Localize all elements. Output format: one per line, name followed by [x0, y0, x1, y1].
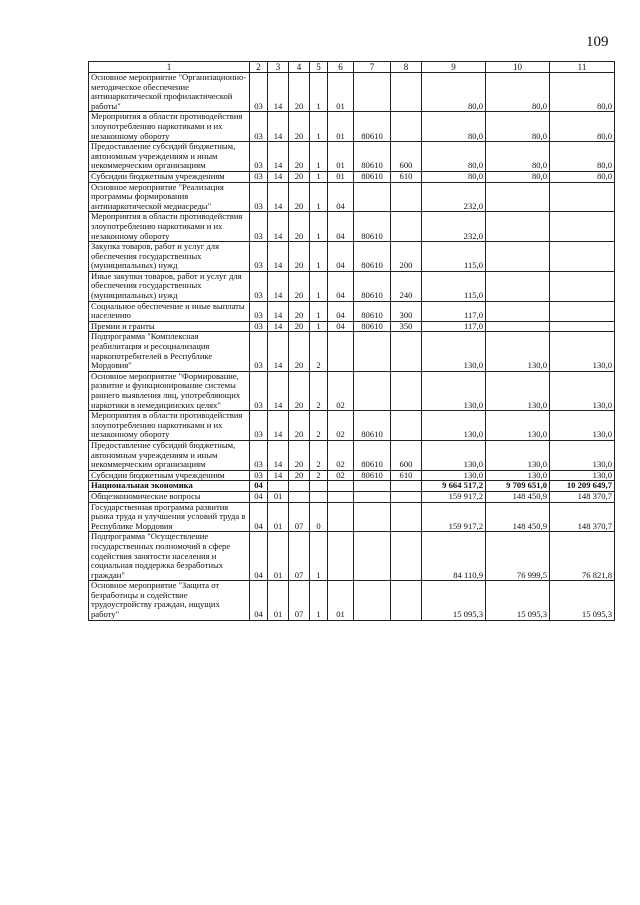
code-cell: 2: [310, 470, 328, 481]
code-cell: 20: [289, 142, 310, 172]
code-cell: 1: [310, 321, 328, 332]
code-cell: 2: [310, 332, 328, 371]
code-cell: [354, 332, 391, 371]
code-cell: 14: [268, 212, 289, 242]
code-cell: 14: [268, 73, 289, 112]
code-cell: [391, 112, 422, 142]
column-header: 8: [391, 62, 422, 73]
table-row: [89, 73, 615, 112]
table-row: [89, 371, 615, 410]
code-cell: 03: [250, 171, 268, 182]
code-cell: 0: [310, 502, 328, 532]
code-cell: 80610: [354, 271, 391, 301]
code-cell: 01: [268, 532, 289, 581]
amount-cell: 80,0: [550, 142, 615, 172]
code-cell: 02: [328, 440, 354, 470]
amount-cell: [486, 321, 550, 332]
amount-cell: [550, 242, 615, 272]
page-number: 109: [586, 34, 609, 50]
code-cell: 14: [268, 171, 289, 182]
item-name-cell: Предоставление субсидий бюджетным, автономным учреждениям и иным некоммерческим организациям: [89, 142, 250, 172]
code-cell: 01: [328, 112, 354, 142]
code-cell: 03: [250, 371, 268, 410]
amount-cell: 80,0: [422, 73, 486, 112]
amount-cell: 115,0: [422, 242, 486, 272]
code-cell: 1: [310, 581, 328, 620]
item-name-cell: Субсидии бюджетным учреждениям: [89, 171, 250, 182]
code-cell: [391, 411, 422, 441]
code-cell: 14: [268, 301, 289, 321]
code-cell: 600: [391, 440, 422, 470]
code-cell: 1: [310, 271, 328, 301]
amount-cell: 130,0: [422, 371, 486, 410]
amount-cell: 130,0: [486, 332, 550, 371]
item-name-cell: Субсидии бюджетным учреждениям: [89, 470, 250, 481]
amount-cell: 9 709 651,0: [486, 481, 550, 492]
amount-cell: 232,0: [422, 182, 486, 212]
table-row: [89, 481, 615, 492]
amount-cell: 130,0: [550, 411, 615, 441]
amount-cell: 159 917,2: [422, 491, 486, 502]
code-cell: [391, 182, 422, 212]
code-cell: 80610: [354, 242, 391, 272]
amount-cell: 15 095,3: [550, 581, 615, 620]
amount-cell: 148 370,7: [550, 491, 615, 502]
table-row: [89, 581, 615, 620]
amount-cell: [550, 212, 615, 242]
code-cell: [391, 73, 422, 112]
code-cell: 20: [289, 212, 310, 242]
code-cell: 04: [250, 481, 268, 492]
code-cell: 20: [289, 242, 310, 272]
item-name-cell: Общеэкономические вопросы: [89, 491, 250, 502]
code-cell: [328, 532, 354, 581]
table-row: [89, 171, 615, 182]
code-cell: 14: [268, 142, 289, 172]
code-cell: 04: [328, 321, 354, 332]
code-cell: 14: [268, 242, 289, 272]
code-cell: [391, 502, 422, 532]
code-cell: 1: [310, 112, 328, 142]
item-name-cell: Основное мероприятие "Формирование, развитие и функционирование системы раннего выявления лиц, употребляющих наркотики в немедицинских целях": [89, 371, 250, 410]
column-header: 3: [268, 62, 289, 73]
column-header: 5: [310, 62, 328, 73]
table-row: [89, 212, 615, 242]
code-cell: 20: [289, 301, 310, 321]
code-cell: 02: [328, 411, 354, 441]
column-header: 1: [89, 62, 250, 73]
code-cell: 03: [250, 73, 268, 112]
code-cell: [354, 581, 391, 620]
amount-cell: [486, 242, 550, 272]
code-cell: 80610: [354, 171, 391, 182]
code-cell: 01: [328, 142, 354, 172]
code-cell: 07: [289, 532, 310, 581]
code-cell: [391, 581, 422, 620]
code-cell: 1: [310, 212, 328, 242]
code-cell: 2: [310, 440, 328, 470]
code-cell: [268, 481, 289, 492]
code-cell: [328, 332, 354, 371]
table-header-row: [89, 62, 615, 73]
code-cell: [354, 532, 391, 581]
table-row: [89, 142, 615, 172]
code-cell: 14: [268, 332, 289, 371]
code-cell: [328, 502, 354, 532]
amount-cell: 84 110,9: [422, 532, 486, 581]
amount-cell: 115,0: [422, 271, 486, 301]
code-cell: 80610: [354, 301, 391, 321]
table-body: [89, 73, 615, 621]
item-name-cell: Мероприятия в области противодействия злоупотреблению наркотиками и их незаконному обороту: [89, 411, 250, 441]
table-row: [89, 271, 615, 301]
code-cell: 04: [328, 182, 354, 212]
code-cell: [310, 481, 328, 492]
code-cell: 20: [289, 182, 310, 212]
column-header: 10: [486, 62, 550, 73]
amount-cell: 80,0: [486, 171, 550, 182]
code-cell: 14: [268, 182, 289, 212]
amount-cell: 130,0: [486, 470, 550, 481]
code-cell: 80610: [354, 142, 391, 172]
amount-cell: 130,0: [422, 411, 486, 441]
amount-cell: 80,0: [422, 142, 486, 172]
amount-cell: 130,0: [550, 440, 615, 470]
column-header: 2: [250, 62, 268, 73]
table-row: [89, 532, 615, 581]
column-header: 7: [354, 62, 391, 73]
amount-cell: [486, 182, 550, 212]
code-cell: 02: [328, 470, 354, 481]
code-cell: 04: [250, 581, 268, 620]
code-cell: 04: [250, 491, 268, 502]
code-cell: 1: [310, 142, 328, 172]
code-cell: 80610: [354, 470, 391, 481]
code-cell: [391, 491, 422, 502]
code-cell: [289, 481, 310, 492]
code-cell: 20: [289, 321, 310, 332]
amount-cell: 148 450,9: [486, 502, 550, 532]
amount-cell: 130,0: [550, 371, 615, 410]
item-name-cell: Национальная экономика: [89, 481, 250, 492]
amount-cell: 80,0: [486, 73, 550, 112]
code-cell: 20: [289, 171, 310, 182]
code-cell: 14: [268, 470, 289, 481]
table-row: [89, 182, 615, 212]
code-cell: 03: [250, 112, 268, 142]
code-cell: 80610: [354, 411, 391, 441]
code-cell: [289, 491, 310, 502]
code-cell: [354, 491, 391, 502]
code-cell: 01: [328, 581, 354, 620]
table-row: [89, 301, 615, 321]
code-cell: 04: [328, 242, 354, 272]
code-cell: 04: [328, 271, 354, 301]
code-cell: 2: [310, 371, 328, 410]
code-cell: 01: [268, 581, 289, 620]
code-cell: 03: [250, 321, 268, 332]
amount-cell: [550, 182, 615, 212]
table-row: [89, 411, 615, 441]
amount-cell: [550, 321, 615, 332]
code-cell: 14: [268, 321, 289, 332]
code-cell: [354, 371, 391, 410]
amount-cell: 117,0: [422, 301, 486, 321]
amount-cell: 232,0: [422, 212, 486, 242]
code-cell: [328, 481, 354, 492]
amount-cell: 9 664 517,2: [422, 481, 486, 492]
item-name-cell: Мероприятия в области противодействия злоупотреблению наркотиками и их незаконному обороту: [89, 212, 250, 242]
code-cell: 80610: [354, 440, 391, 470]
code-cell: 03: [250, 411, 268, 441]
code-cell: 14: [268, 112, 289, 142]
amount-cell: 15 095,3: [486, 581, 550, 620]
code-cell: 01: [268, 502, 289, 532]
code-cell: 03: [250, 182, 268, 212]
code-cell: 20: [289, 112, 310, 142]
code-cell: 1: [310, 301, 328, 321]
item-name-cell: Премии и гранты: [89, 321, 250, 332]
column-header: 6: [328, 62, 354, 73]
item-name-cell: Мероприятия в области противодействия злоупотреблению наркотиками и их незаконному обороту: [89, 112, 250, 142]
code-cell: [354, 182, 391, 212]
table-row: [89, 491, 615, 502]
code-cell: 20: [289, 332, 310, 371]
table-row: [89, 332, 615, 371]
amount-cell: 80,0: [422, 171, 486, 182]
code-cell: 20: [289, 411, 310, 441]
table-row: [89, 112, 615, 142]
code-cell: 2: [310, 411, 328, 441]
code-cell: 01: [268, 491, 289, 502]
code-cell: [391, 481, 422, 492]
code-cell: [354, 73, 391, 112]
code-cell: 03: [250, 242, 268, 272]
code-cell: 80610: [354, 212, 391, 242]
amount-cell: 130,0: [550, 332, 615, 371]
item-name-cell: Закупка товаров, работ и услуг для обеспечения государственных (муниципальных) нужд: [89, 242, 250, 272]
amount-cell: [550, 271, 615, 301]
table-row: [89, 470, 615, 481]
item-name-cell: Предоставление субсидий бюджетным, автономным учреждениям и иным некоммерческим организациям: [89, 440, 250, 470]
column-header: 4: [289, 62, 310, 73]
item-name-cell: Основное мероприятие "Реализация программы формирования антинаркотической медиасреды": [89, 182, 250, 212]
amount-cell: 80,0: [422, 112, 486, 142]
code-cell: 20: [289, 271, 310, 301]
amount-cell: 148 450,9: [486, 491, 550, 502]
code-cell: [391, 371, 422, 410]
table-row: [89, 242, 615, 272]
code-cell: 300: [391, 301, 422, 321]
amount-cell: [486, 301, 550, 321]
amount-cell: 130,0: [486, 411, 550, 441]
item-name-cell: Основное мероприятие "Организационно-методическое обеспечение антинаркотической профилактической работы": [89, 73, 250, 112]
amount-cell: 80,0: [486, 112, 550, 142]
item-name-cell: Основное мероприятие "Защита от безработицы и содействие трудоустройству граждан, ищущих работу": [89, 581, 250, 620]
code-cell: 610: [391, 470, 422, 481]
code-cell: [391, 532, 422, 581]
code-cell: 01: [328, 73, 354, 112]
amount-cell: [550, 301, 615, 321]
amount-cell: 130,0: [422, 440, 486, 470]
column-header: 11: [550, 62, 615, 73]
code-cell: 610: [391, 171, 422, 182]
item-name-cell: Государственная программа развития рынка труда и улучшения условий труда в Республике Мордовия: [89, 502, 250, 532]
code-cell: 80610: [354, 112, 391, 142]
amount-cell: 130,0: [486, 440, 550, 470]
code-cell: 80610: [354, 321, 391, 332]
amount-cell: 80,0: [550, 112, 615, 142]
code-cell: [310, 491, 328, 502]
code-cell: [391, 212, 422, 242]
code-cell: 04: [328, 212, 354, 242]
amount-cell: 80,0: [486, 142, 550, 172]
code-cell: 04: [328, 301, 354, 321]
amount-cell: 130,0: [422, 332, 486, 371]
code-cell: 07: [289, 581, 310, 620]
code-cell: 04: [250, 502, 268, 532]
code-cell: [328, 491, 354, 502]
code-cell: 14: [268, 371, 289, 410]
amount-cell: 117,0: [422, 321, 486, 332]
code-cell: 03: [250, 212, 268, 242]
amount-cell: 76 999,5: [486, 532, 550, 581]
code-cell: 350: [391, 321, 422, 332]
code-cell: 02: [328, 371, 354, 410]
amount-cell: 159 917,2: [422, 502, 486, 532]
amount-cell: 80,0: [550, 73, 615, 112]
item-name-cell: Социальное обеспечение и иные выплаты населению: [89, 301, 250, 321]
budget-table: [88, 61, 615, 621]
amount-cell: 130,0: [550, 470, 615, 481]
code-cell: 1: [310, 182, 328, 212]
amount-cell: 130,0: [422, 470, 486, 481]
item-name-cell: Подпрограмма "Осуществление государственных полномочий в сфере содействия занятости населения и социальная поддержка безработных граждан": [89, 532, 250, 581]
table-row: [89, 440, 615, 470]
code-cell: 20: [289, 73, 310, 112]
code-cell: 1: [310, 73, 328, 112]
code-cell: 03: [250, 271, 268, 301]
code-cell: 01: [328, 171, 354, 182]
code-cell: 03: [250, 142, 268, 172]
code-cell: 07: [289, 502, 310, 532]
code-cell: [354, 502, 391, 532]
code-cell: 1: [310, 171, 328, 182]
amount-cell: 15 095,3: [422, 581, 486, 620]
code-cell: [391, 332, 422, 371]
code-cell: 240: [391, 271, 422, 301]
code-cell: 03: [250, 440, 268, 470]
code-cell: 14: [268, 440, 289, 470]
code-cell: 20: [289, 440, 310, 470]
code-cell: 20: [289, 470, 310, 481]
code-cell: 1: [310, 242, 328, 272]
column-header: 9: [422, 62, 486, 73]
code-cell: 14: [268, 271, 289, 301]
code-cell: 600: [391, 142, 422, 172]
table-row: [89, 502, 615, 532]
item-name-cell: Подпрограмма "Комплексная реабилитация и ресоциализация наркопотребителей в Республике Мордовия": [89, 332, 250, 371]
amount-cell: 10 209 649,7: [550, 481, 615, 492]
amount-cell: 148 370,7: [550, 502, 615, 532]
code-cell: 03: [250, 332, 268, 371]
code-cell: 03: [250, 301, 268, 321]
code-cell: 1: [310, 532, 328, 581]
amount-cell: 130,0: [486, 371, 550, 410]
item-name-cell: Иные закупки товаров, работ и услуг для обеспечения государственных (муниципальных) нужд: [89, 271, 250, 301]
amount-cell: 76 821,8: [550, 532, 615, 581]
amount-cell: [486, 212, 550, 242]
code-cell: 20: [289, 371, 310, 410]
table-row: [89, 321, 615, 332]
code-cell: 04: [250, 532, 268, 581]
code-cell: 200: [391, 242, 422, 272]
amount-cell: 80,0: [550, 171, 615, 182]
amount-cell: [486, 271, 550, 301]
code-cell: [354, 481, 391, 492]
code-cell: 14: [268, 411, 289, 441]
code-cell: 03: [250, 470, 268, 481]
